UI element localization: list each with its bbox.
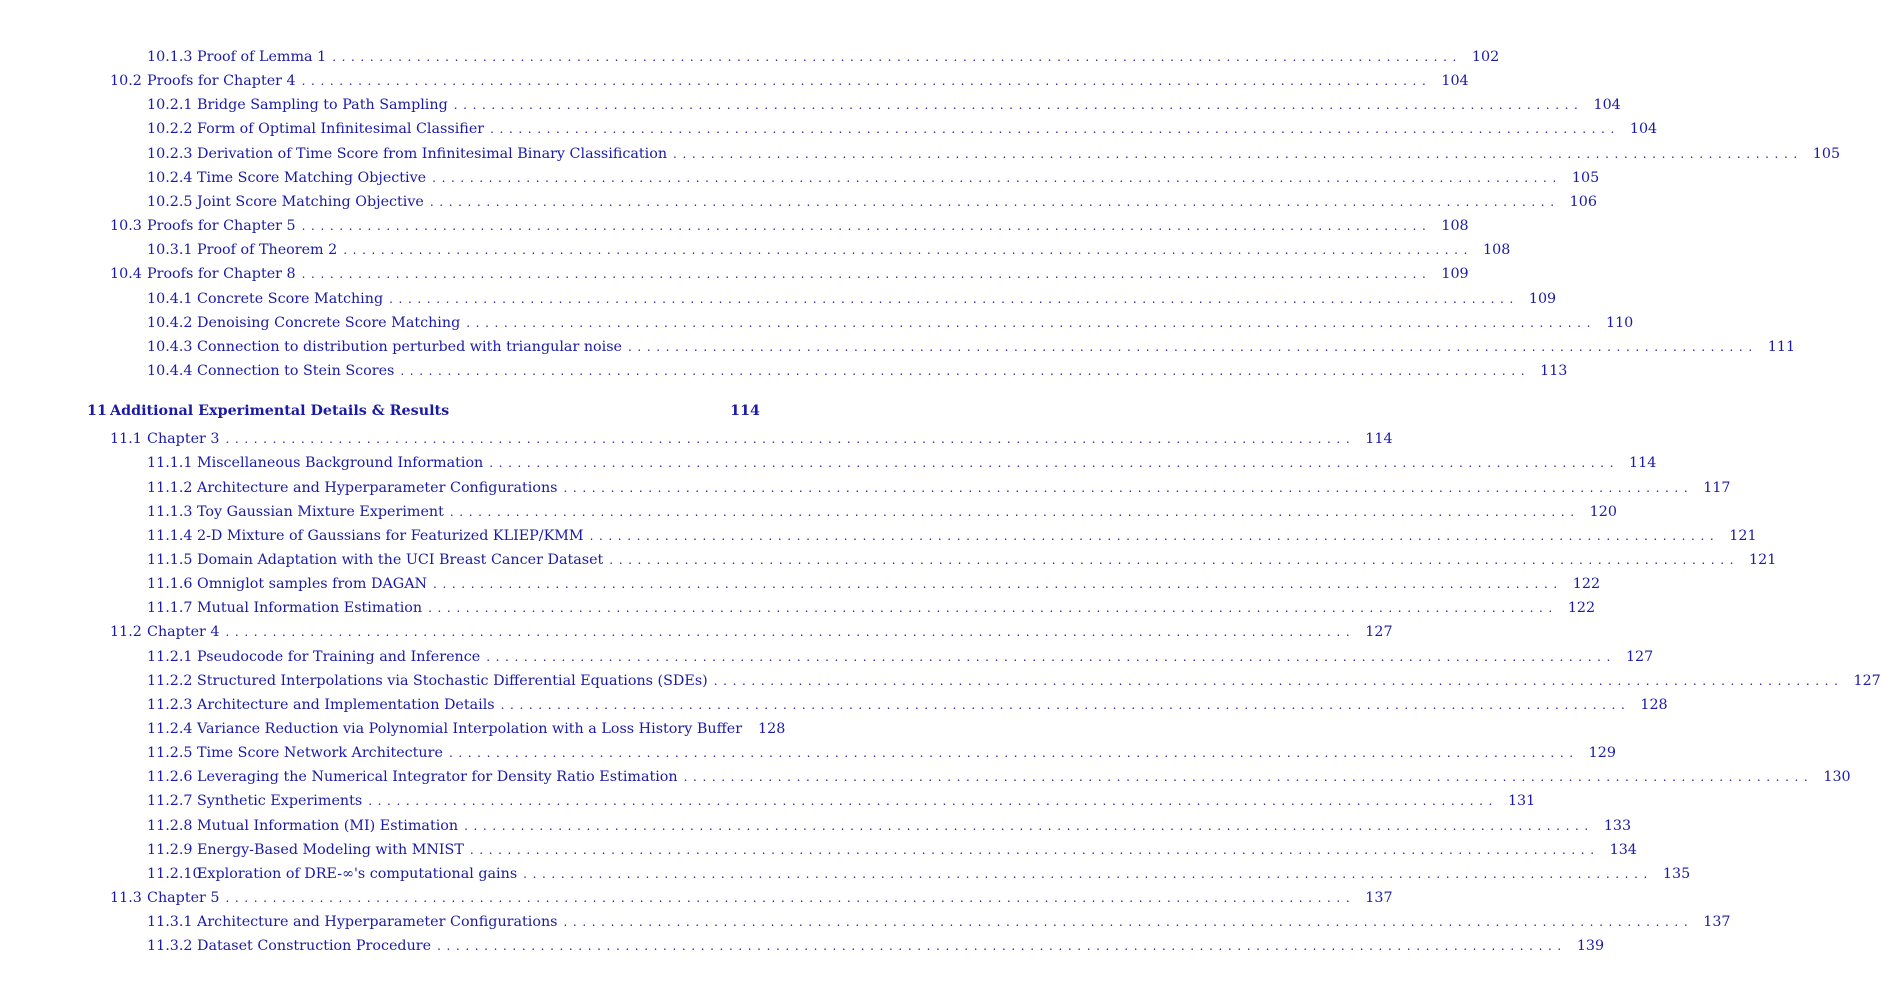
toc-entry-number: 11.2: [110, 623, 142, 640]
toc-entry-number: 11.1.4: [147, 527, 193, 544]
toc-entry-number: 11.2.3: [147, 696, 193, 713]
toc-entry-number: 11.2.10: [147, 865, 202, 882]
toc-dot-leader: ........................................................................................................................: [683, 770, 1814, 784]
toc-entry-number: 11.1.5: [147, 551, 193, 568]
toc-subsection-entry[interactable]: [147, 548, 1777, 572]
toc-dot-leader: ........................................................................................................................: [301, 219, 1432, 233]
toc-entry-number: 11.3: [110, 889, 142, 906]
toc-section-entry[interactable]: [110, 886, 1393, 910]
toc-entry-page[interactable]: 137: [1365, 889, 1393, 906]
toc-entry-title[interactable]: Architecture and Hyperparameter Configurations: [197, 913, 558, 930]
toc-entry-page[interactable]: 121: [1729, 527, 1757, 544]
toc-dot-leader: ........................................................................................................................: [432, 171, 1562, 185]
toc-dot-leader: ........................................................................................................................: [490, 122, 1620, 136]
toc-subsection-entry[interactable]: [147, 524, 1757, 548]
toc-entry-page[interactable]: 114: [1629, 454, 1657, 471]
toc-subsection-entry[interactable]: [147, 93, 1621, 117]
toc-entry-page[interactable]: 129: [1588, 744, 1616, 761]
toc-entry-number: 10.4: [110, 265, 142, 282]
toc-entry-number: 10.2.3: [147, 145, 193, 162]
toc-entry-page[interactable]: 122: [1567, 599, 1596, 616]
toc-entry-number: 11.1.6: [147, 575, 193, 592]
toc-entry-page[interactable]: 114: [730, 402, 760, 419]
toc-entry-title[interactable]: Proofs for Chapter 5: [147, 217, 296, 234]
toc-subsection-entry[interactable]: [147, 166, 1600, 190]
toc-dot-leader: ........................................................................................................................: [449, 505, 1580, 519]
toc-entry-number: 11.2.1: [147, 648, 193, 665]
toc-dot-leader: ........................................................................................................................: [428, 601, 1558, 615]
toc-dot-leader: ........................................................................................................................: [225, 432, 1356, 446]
toc-entry-page[interactable]: 106: [1569, 193, 1597, 210]
toc-entry-number: 10.4.4: [147, 362, 193, 379]
toc-entry-number: 11.1.3: [147, 503, 193, 520]
toc-subsection-entry[interactable]: [147, 500, 1617, 524]
toc-entry-page[interactable]: 121: [1749, 551, 1777, 568]
toc-subsection-entry[interactable]: [147, 741, 1616, 765]
toc-dot-leader: ........................................................................................................................: [500, 698, 1631, 712]
toc-entry-title[interactable]: Joint Score Matching Objective: [197, 193, 424, 210]
toc-entry-page[interactable]: 122: [1572, 575, 1601, 592]
toc-entry-title[interactable]: Concrete Score Matching: [197, 290, 384, 307]
toc-entry-title[interactable]: Mutual Information (MI) Estimation: [197, 817, 459, 834]
toc-entry-title[interactable]: Mutual Information Estimation: [197, 599, 423, 616]
toc-subsection-entry[interactable]: [147, 693, 1668, 717]
toc-entry-title[interactable]: Connection to Stein Scores: [197, 362, 395, 379]
toc-entry-number: 11.2.9: [147, 841, 193, 858]
toc-subsection-entry[interactable]: [147, 765, 1851, 789]
toc-chapter-entry[interactable]: [87, 399, 760, 423]
toc-subsection-entry[interactable]: [147, 287, 1557, 311]
toc-dot-leader: ........................................................................................................................: [368, 794, 1498, 808]
toc-entry-number: 10.4.3: [147, 338, 193, 355]
toc-subsection-entry[interactable]: [147, 669, 1881, 693]
toc-entry-number: 11.1.7: [147, 599, 193, 616]
toc-entry-page[interactable]: 105: [1571, 169, 1600, 186]
toc-entry-title[interactable]: Proofs for Chapter 8: [147, 265, 296, 282]
toc-entry-title[interactable]: Energy-Based Modeling with MNIST: [197, 841, 464, 858]
toc-dot-leader: ........................................................................................................................: [389, 292, 1519, 306]
toc-entry-page[interactable]: 109: [1441, 265, 1469, 282]
toc-entry-page[interactable]: 104: [1441, 72, 1469, 89]
toc-subsection-entry[interactable]: [147, 335, 1796, 359]
toc-dot-leader: ........................................................................................................................: [469, 843, 1600, 857]
toc-entry-number: 10.3.1: [147, 241, 193, 258]
toc-entry-title[interactable]: Architecture and Implementation Details: [197, 696, 495, 713]
toc-entry-page[interactable]: 120: [1589, 503, 1617, 520]
toc-entry-title[interactable]: Chapter 3: [147, 430, 220, 447]
toc-entry-title[interactable]: Proof of Theorem 2: [197, 241, 338, 258]
toc-dot-leader: ........................................................................................................................: [225, 625, 1356, 639]
toc-entry-title[interactable]: Structured Interpolations via Stochastic Differential Equations (SDEs): [197, 672, 708, 689]
toc-entry-title[interactable]: Dataset Construction Procedure: [197, 937, 432, 954]
toc-subsection-entry[interactable]: [147, 451, 1657, 475]
toc-entry-page[interactable]: 111: [1767, 338, 1796, 355]
toc-entry-title[interactable]: Form of Optimal Infinitesimal Classifier: [197, 120, 485, 137]
toc-dot-leader: ........................................................................................................................: [628, 340, 1758, 354]
toc-entry-title[interactable]: Pseudocode for Training and Inference: [197, 648, 481, 665]
toc-subsection-entry[interactable]: [147, 311, 1634, 335]
toc-section-entry[interactable]: [110, 620, 1393, 644]
toc-subsection-entry[interactable]: [147, 596, 1596, 620]
toc-entry-title[interactable]: Additional Experimental Details & Results: [110, 402, 450, 419]
toc-entry-page[interactable]: 108: [1483, 241, 1511, 258]
toc-subsection-entry[interactable]: [147, 572, 1601, 596]
toc-entry-number: 11: [87, 402, 107, 419]
toc-dot-leader: ........................................................................................................................: [523, 867, 1653, 881]
toc-subsection-entry[interactable]: [147, 910, 1731, 934]
toc-subsection-entry[interactable]: [147, 476, 1731, 500]
toc-entry-number: 10.1.3: [147, 48, 193, 65]
toc-entry-number: 11.1.1: [147, 454, 193, 471]
toc-entry-number: 10.2: [110, 72, 142, 89]
toc-section-entry[interactable]: [110, 427, 1393, 451]
toc-entry-number: 11.2.5: [147, 744, 193, 761]
toc-entry-title[interactable]: Architecture and Hyperparameter Configurations: [197, 479, 558, 496]
toc-entry-page[interactable]: 113: [1540, 362, 1568, 379]
toc-entry-page[interactable]: 127: [1365, 623, 1393, 640]
toc-entry-number: 10.3: [110, 217, 142, 234]
toc-subsection-entry[interactable]: [147, 142, 1841, 166]
toc-entry-page[interactable]: 117: [1703, 479, 1731, 496]
toc-entry-number: 11.3.2: [147, 937, 193, 954]
toc-entry-number: 11.2.7: [147, 792, 193, 809]
toc-entry-title[interactable]: Time Score Matching Objective: [197, 169, 427, 186]
toc-subsection-entry[interactable]: [147, 238, 1511, 262]
toc-entry-number: 11.2.8: [147, 817, 193, 834]
toc-entry-page[interactable]: 108: [1441, 217, 1469, 234]
toc-entry-page[interactable]: 139: [1576, 937, 1605, 954]
toc-dot-leader: ........................................................................................................................: [563, 915, 1694, 929]
toc-entry-number: 10.2.2: [147, 120, 193, 137]
toc-subsection-entry[interactable]: [147, 190, 1597, 214]
toc-entry-number: 10.4.2: [147, 314, 193, 331]
toc-dot-leader: ........................................................................................................................: [429, 195, 1560, 209]
toc-entry-page[interactable]: 133: [1603, 817, 1632, 834]
toc-entry-number: 11.2.6: [147, 768, 193, 785]
toc-entry-page[interactable]: 104: [1593, 96, 1621, 113]
toc-entry-title[interactable]: Exploration of DRE-∞'s computational gains: [197, 865, 518, 882]
toc-entry-title[interactable]: Derivation of Time Score from Infinitesimal Binary Classification: [197, 145, 668, 162]
toc-dot-leader: ........................................................................................................................: [343, 243, 1473, 257]
toc-entry-number: 10.4.1: [147, 290, 193, 307]
toc-dot-leader: ........................................................................................................................: [400, 364, 1531, 378]
toc-dot-leader: ........................................................................................................................: [301, 267, 1432, 281]
toc-dot-leader: ........................................................................................................................: [489, 456, 1619, 470]
toc-dot-leader: ........................................................................................................................: [453, 98, 1584, 112]
toc-entry-title[interactable]: 2-D Mixture of Gaussians for Featurized KLIEP/KMM: [197, 527, 584, 544]
toc-entry-page[interactable]: 109: [1528, 290, 1557, 307]
toc-dot-leader: ........................................................................................................................: [448, 746, 1579, 760]
toc-entry-page[interactable]: 105: [1812, 145, 1841, 162]
toc-entry-title[interactable]: Time Score Network Architecture: [197, 744, 443, 761]
toc-dot-leader: ........................................................................................................................: [466, 316, 1596, 330]
toc-entry-title[interactable]: Proofs for Chapter 4: [147, 72, 296, 89]
toc-dot-leader: ........................................................................................................................: [609, 553, 1740, 567]
toc-entry-number: 10.2.1: [147, 96, 193, 113]
toc-entry-number: 10.2.4: [147, 169, 193, 186]
toc-dot-leader: ........................................................................................................................: [437, 939, 1567, 953]
toc-entry-page[interactable]: 134: [1609, 841, 1637, 858]
toc-entry-page[interactable]: 127: [1625, 648, 1654, 665]
toc-entry-page[interactable]: 102: [1471, 48, 1500, 65]
toc-subsection-entry[interactable]: [147, 789, 1536, 813]
toc-dot-leader: ........................................................................................................................: [713, 674, 1844, 688]
toc-entry-title[interactable]: Leveraging the Numerical Integrator for Density Ratio Estimation: [197, 768, 678, 785]
toc-dot-leader: ........................................................................................................................: [673, 147, 1803, 161]
toc-entry-number: 11.2.4: [147, 720, 193, 737]
toc-entry-number: 10.2.5: [147, 193, 193, 210]
toc-section-entry[interactable]: [110, 69, 1469, 93]
toc-entry-title[interactable]: Synthetic Experiments: [197, 792, 363, 809]
toc-entry-title[interactable]: Variance Reduction via Polynomial Interpolation with a Loss History Buffer: [197, 720, 743, 737]
toc-entry-page[interactable]: 128: [758, 720, 786, 737]
toc-entry-number: 11.3.1: [147, 913, 193, 930]
toc-subsection-entry[interactable]: [147, 717, 786, 741]
toc-entry-title[interactable]: Chapter 4: [147, 623, 220, 640]
toc-entry-number: 11.1: [110, 430, 142, 447]
toc-dot-leader: ........................................................................................................................: [301, 74, 1432, 88]
toc-subsection-entry[interactable]: [147, 645, 1654, 669]
toc-entry-number: 11.1.2: [147, 479, 193, 496]
toc-entry-title[interactable]: Denoising Concrete Score Matching: [197, 314, 461, 331]
toc-subsection-entry[interactable]: [147, 359, 1568, 383]
toc-subsection-entry[interactable]: [147, 117, 1658, 141]
toc-entry-page[interactable]: 110: [1605, 314, 1634, 331]
toc-subsection-entry[interactable]: [147, 862, 1691, 886]
toc-entry-page[interactable]: 128: [1640, 696, 1668, 713]
toc-entry-page[interactable]: 137: [1703, 913, 1731, 930]
toc-entry-title[interactable]: Miscellaneous Background Information: [197, 454, 484, 471]
toc-dot-leader: ........................................................................................................................: [225, 891, 1356, 905]
toc-dot-leader: ........................................................................................................................: [332, 50, 1462, 64]
toc-entry-title[interactable]: Toy Gaussian Mixture Experiment: [197, 503, 444, 520]
toc-entry-title[interactable]: Proof of Lemma 1: [197, 48, 327, 65]
toc-entry-page[interactable]: 131: [1507, 792, 1536, 809]
toc-entry-title[interactable]: Bridge Sampling to Path Sampling: [197, 96, 448, 113]
toc-subsection-entry[interactable]: [147, 45, 1500, 69]
toc-entry-title[interactable]: Chapter 5: [147, 889, 220, 906]
toc-dot-leader: ........................................................................................................................: [563, 481, 1694, 495]
toc-section-entry[interactable]: [110, 214, 1469, 238]
toc-dot-leader: ........................................................................................................................: [433, 577, 1563, 591]
toc-entry-page[interactable]: 127: [1853, 672, 1881, 689]
toc-entry-number: 11.2.2: [147, 672, 193, 689]
toc-entry-page[interactable]: 104: [1629, 120, 1658, 137]
toc-entry-title[interactable]: Domain Adaptation with the UCI Breast Cancer Dataset: [197, 551, 604, 568]
toc-subsection-entry[interactable]: [147, 934, 1605, 958]
toc-section-entry[interactable]: [110, 262, 1469, 286]
toc-entry-title[interactable]: Omniglot samples from DAGAN: [197, 575, 428, 592]
toc-entry-title[interactable]: Connection to distribution perturbed with triangular noise: [197, 338, 623, 355]
toc-entry-page[interactable]: 114: [1365, 430, 1393, 447]
toc-entry-page[interactable]: 130: [1823, 768, 1851, 785]
toc-dot-leader: ........................................................................................................................: [486, 650, 1616, 664]
toc-dot-leader: ........................................................................................................................: [589, 529, 1720, 543]
toc-subsection-entry[interactable]: [147, 814, 1632, 838]
toc-dot-leader: ........................................................................................................................: [464, 819, 1594, 833]
toc-subsection-entry[interactable]: [147, 838, 1637, 862]
toc-entry-page[interactable]: 135: [1662, 865, 1691, 882]
